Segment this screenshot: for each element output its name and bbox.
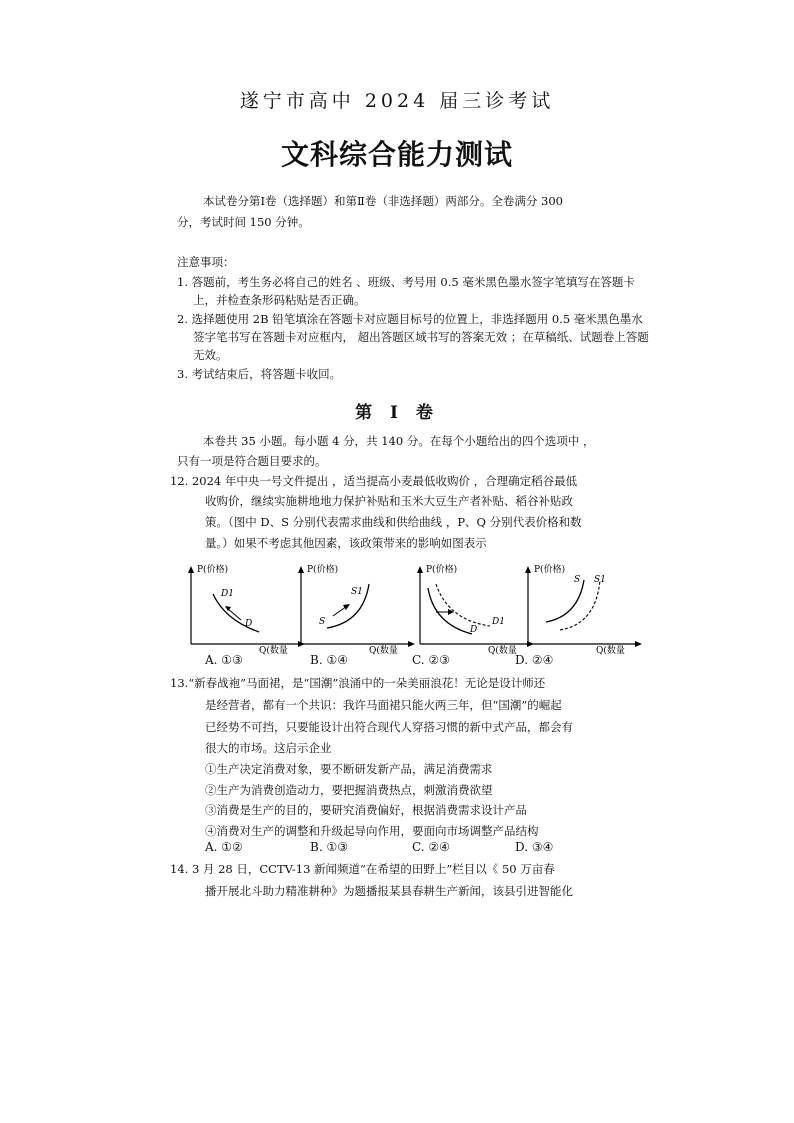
q14-line-2: 播开展北斗助力精准耕种》为题播报某县春耕生产新闻，该县引进智能化 — [205, 884, 573, 898]
graph-1-curve-d1: D1 — [221, 589, 234, 599]
q13-statement-2: ②生产为消费创造动力，要把握消费热点，刺激消费欲望 — [205, 783, 493, 797]
graph-2-ylabel: P(价格) — [307, 565, 339, 575]
graph-1-ylabel: P(价格) — [197, 565, 229, 575]
graph-3-curve-d: D — [470, 625, 478, 635]
q12-line-4: 量。）如果不考虑其他因素，该政策带来的影响如图表示 — [205, 536, 487, 550]
graph-4 — [520, 562, 660, 654]
q12-option-b[interactable]: B. ①④ — [310, 653, 348, 667]
note-2c: 无效。 — [193, 348, 228, 362]
subject-title: 文科综合能力测试 — [280, 138, 513, 171]
note-2b: 签字笔书写在答题卡对应框内， 超出答题区域书写的答案无效 ；在草稿纸、试题卷上答题 — [193, 330, 649, 344]
q13-line-4: 很大的市场。这启示企业 — [205, 741, 332, 755]
graph-2-curve-s: S — [319, 617, 326, 627]
q12-option-d[interactable]: D. ②④ — [515, 653, 554, 667]
graph-3-ylabel: P(价格) — [426, 565, 458, 575]
graph-3-curve-d1: D1 — [492, 617, 505, 627]
q12-line-2: 收购价，继续实施耕地地力保护补贴和玉米大豆生产者补贴、稻谷补贴政 — [205, 494, 573, 508]
q12-line-3: 策。（图中 D、S 分别代表需求曲线和供给曲线 ，P、Q 分别代表价格和数 — [205, 515, 582, 529]
intro-line-2: 分，考试时间 150 分钟。 — [177, 215, 310, 229]
section-desc-1: 本卷共 35 小题。每小题 4 分，共 140 分。在每个小题给出的四个选项中 ， — [203, 434, 595, 448]
q14-line-1: 14. 3 月 28 日，CCTV-13 新闻频道“在希望的田野上”栏目以《 50 万亩春 — [170, 862, 555, 876]
q12-option-a[interactable]: A. ①③ — [205, 653, 243, 667]
exam-title: 遂宁市高中 2024 届三诊考试 — [239, 90, 555, 112]
graph-3-xlabel: Q(数量 — [488, 646, 517, 656]
q13-line-1: 13.“新春战袍”马面裙，是“国潮”浪涌中的一朵美丽浪花！无论是设计师还 — [170, 676, 546, 690]
graph-2-curve-s1: S1 — [351, 587, 363, 597]
section-title: 第 Ⅰ 卷 — [355, 403, 439, 423]
q13-option-d[interactable]: D. ③④ — [515, 840, 554, 854]
graph-4-ylabel: P(价格) — [534, 565, 566, 575]
q12-line-1: 12. 2024 年中央一号文件提出 ，适当提高小麦最低收购价 ，合理确定稻谷最低 — [170, 474, 578, 488]
q13-option-c[interactable]: C. ②④ — [412, 840, 450, 854]
q13-statement-3: ③消费是生产的目的，要研究消费偏好，根据消费需求设计产品 — [205, 803, 527, 817]
q13-statement-4: ④消费对生产的调整和升级起导向作用，要面向市场调整产品结构 — [205, 824, 539, 838]
note-2a: 2. 选择题使用 2B 铅笔填涂在答题卡对应题目标号的位置上，非选择题用 0.5 毫米黑色墨水 — [177, 312, 643, 326]
q13-line-2: 是经营者，都有一个共识：我许马面裙只能火两三年，但“国潮”的崛起 — [205, 698, 562, 712]
q13-option-a[interactable]: A. ①② — [205, 840, 243, 854]
graph-4-curve-s: S — [574, 575, 581, 585]
intro-line-1: 本试卷分第Ⅰ卷（选择题）和第Ⅱ卷（非选择题）两部分。全卷满分 300 — [203, 194, 563, 208]
graph-1-xlabel: Q(数量 — [259, 646, 288, 656]
notes-heading: 注意事项： — [177, 255, 235, 269]
q12-option-c[interactable]: C. ②③ — [412, 653, 450, 667]
section-desc-2: 只有一项是符合题目要求的。 — [177, 454, 327, 468]
graph-1-curve-d: D — [245, 619, 253, 629]
q13-option-b[interactable]: B. ①③ — [310, 840, 348, 854]
note-3: 3. 考试结束后，将答题卡收回。 — [177, 367, 342, 381]
graph-2-xlabel: Q(数量 — [369, 646, 398, 656]
q13-statement-1: ①生产决定消费对象，要不断研发新产品，满足消费需求 — [205, 762, 493, 776]
graph-4-curve-s1: S1 — [594, 575, 606, 585]
note-1b: 上，并检查条形码粘贴是否正确。 — [193, 293, 366, 307]
q13-line-3: 已经势不可挡，只要能设计出符合现代人穿搭习惯的新中式产品，都会有 — [205, 720, 573, 734]
note-1a: 1. 答题前，考生务必将自己的姓名 、班级、考号用 0.5 毫米黑色墨水签字笔填写在答题卡 — [177, 275, 635, 289]
graph-4-xlabel: Q(数量 — [596, 646, 625, 656]
